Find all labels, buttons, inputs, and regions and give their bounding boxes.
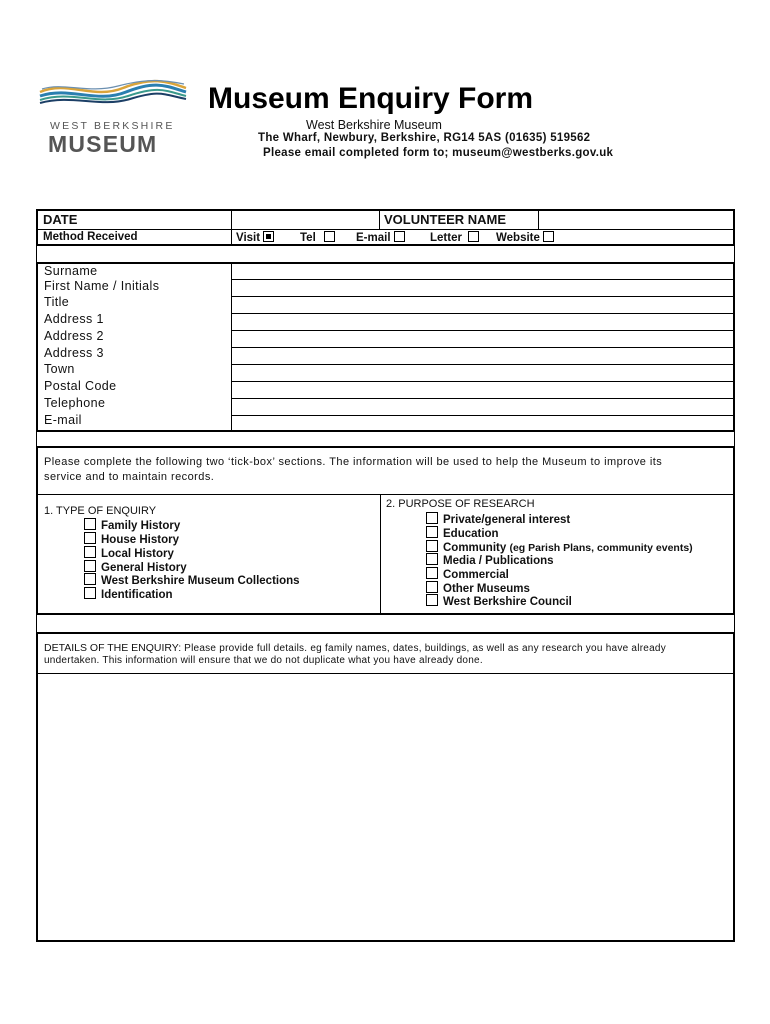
purpose-commercial-checkbox[interactable] [426,567,438,579]
type-identification-checkbox[interactable] [84,587,96,599]
method-website[interactable] [496,231,554,244]
details-instruction-line1 [44,642,666,654]
field-address2-input[interactable] [231,332,731,346]
email-instruction: Please email completed form to; museum@westberks.gov.uk [263,147,614,159]
type-option-house-history[interactable] [84,532,179,546]
field-surname-input[interactable] [231,264,731,278]
wave-logo-icon [38,78,188,118]
method-letter[interactable] [430,231,479,244]
purpose-education-checkbox[interactable] [426,526,438,538]
purpose-option-commercial[interactable] [426,567,509,581]
type-option-general-history[interactable] [84,560,187,574]
date-label: DATE [43,212,78,227]
field-address3-label: Address 3 [44,346,104,360]
purpose-community-note: (eg Parish Plans, community events) [509,542,693,554]
method-visit-label: Visit [236,232,261,244]
tickbox-intro-line1: Please complete the following two ‘tick-box’ sections. The information will be used to help the Museum to improve its [44,456,663,468]
purpose-heading: 2. PURPOSE OF RESEARCH [386,498,535,510]
method-website-label: Website [496,232,540,244]
purpose-media-label: Media / Publications [443,555,554,567]
tickbox-intro-line2: service and to maintain records. [44,471,215,483]
purpose-education-label: Education [443,528,499,540]
method-email-checkbox[interactable] [394,231,405,242]
method-letter-label: Letter [430,232,462,244]
field-town-input[interactable] [231,366,731,380]
logo-line1: WEST BERKSHIRE [50,120,175,132]
method-visit[interactable] [236,231,274,244]
purpose-option-community[interactable] [426,540,693,554]
type-identification-label: Identification [101,589,173,601]
field-firstname-label: First Name / Initials [44,279,160,293]
details-textarea[interactable] [40,674,730,936]
type-collections-checkbox[interactable] [84,573,96,585]
type-local-checkbox[interactable] [84,546,96,558]
type-general-label: General History [101,562,187,574]
type-heading: 1. TYPE OF ENQUIRY [44,505,157,517]
type-option-identification[interactable] [84,587,173,601]
method-tel-label: Tel [300,232,316,244]
logo-line2: MUSEUM [48,131,158,157]
method-tel-checkbox[interactable] [324,231,335,242]
field-town-label: Town [44,362,75,376]
date-method-table [36,209,735,246]
volunteer-label: VOLUNTEER NAME [384,212,507,227]
field-address1-label: Address 1 [44,312,104,326]
method-tel[interactable] [300,231,335,244]
purpose-private-label: Private/general interest [443,514,571,526]
org-name: West Berkshire Museum [306,118,442,132]
type-house-checkbox[interactable] [84,532,96,544]
field-surname-label: Surname [44,264,98,278]
purpose-community-label: Community [443,542,507,554]
purpose-council-label: West Berkshire Council [443,596,572,608]
date-input[interactable] [234,212,377,228]
method-email[interactable] [356,231,405,244]
field-email-label: E-mail [44,413,82,427]
field-title-label: Title [44,295,70,309]
purpose-other-museums-checkbox[interactable] [426,581,438,593]
purpose-option-education[interactable] [426,526,499,540]
field-telephone-input[interactable] [231,400,731,414]
purpose-option-other-museums[interactable] [426,581,530,595]
details-text1: Please provide full details. eg family names, dates, buildings, as well as any research you have already [184,643,666,654]
field-title-input[interactable] [231,298,731,312]
purpose-other-museums-label: Other Museums [443,583,530,595]
type-house-label: House History [101,534,179,546]
method-visit-checkbox[interactable] [263,231,274,242]
details-instruction-line2: undertaken. This information will ensure that we do not duplicate what you have already done. [44,655,483,666]
field-firstname-input[interactable] [231,281,731,295]
field-address1-input[interactable] [231,315,731,329]
type-collections-label: West Berkshire Museum Collections [101,575,300,587]
method-website-checkbox[interactable] [543,231,554,242]
type-option-collections[interactable] [84,573,300,587]
museum-logo [38,78,188,158]
org-address: The Wharf, Newbury, Berkshire, RG14 5AS (01635) 519562 [258,132,591,144]
field-email-input[interactable] [231,417,731,429]
method-letter-checkbox[interactable] [468,231,479,242]
purpose-council-checkbox[interactable] [426,594,438,606]
purpose-commercial-label: Commercial [443,569,509,581]
type-option-family-history[interactable] [84,518,180,532]
volunteer-input[interactable] [541,212,731,228]
purpose-community-checkbox[interactable] [426,540,438,552]
field-address3-input[interactable] [231,349,731,363]
purpose-private-checkbox[interactable] [426,512,438,524]
type-family-checkbox[interactable] [84,518,96,530]
type-local-label: Local History [101,548,174,560]
type-general-checkbox[interactable] [84,560,96,572]
method-email-label: E-mail [356,232,391,244]
field-postcode-input[interactable] [231,383,731,397]
purpose-media-checkbox[interactable] [426,553,438,565]
field-address2-label: Address 2 [44,329,104,343]
method-label: Method Received [43,231,138,243]
field-postcode-label: Postal Code [44,379,117,393]
page-title: Museum Enquiry Form [208,82,534,115]
purpose-option-private[interactable] [426,512,570,526]
type-family-label: Family History [101,520,181,532]
purpose-option-media[interactable] [426,553,554,567]
type-option-local-history[interactable] [84,546,174,560]
details-heading: DETAILS OF THE ENQUIRY: [44,642,182,654]
field-telephone-label: Telephone [44,396,106,410]
purpose-option-council[interactable] [426,594,572,608]
